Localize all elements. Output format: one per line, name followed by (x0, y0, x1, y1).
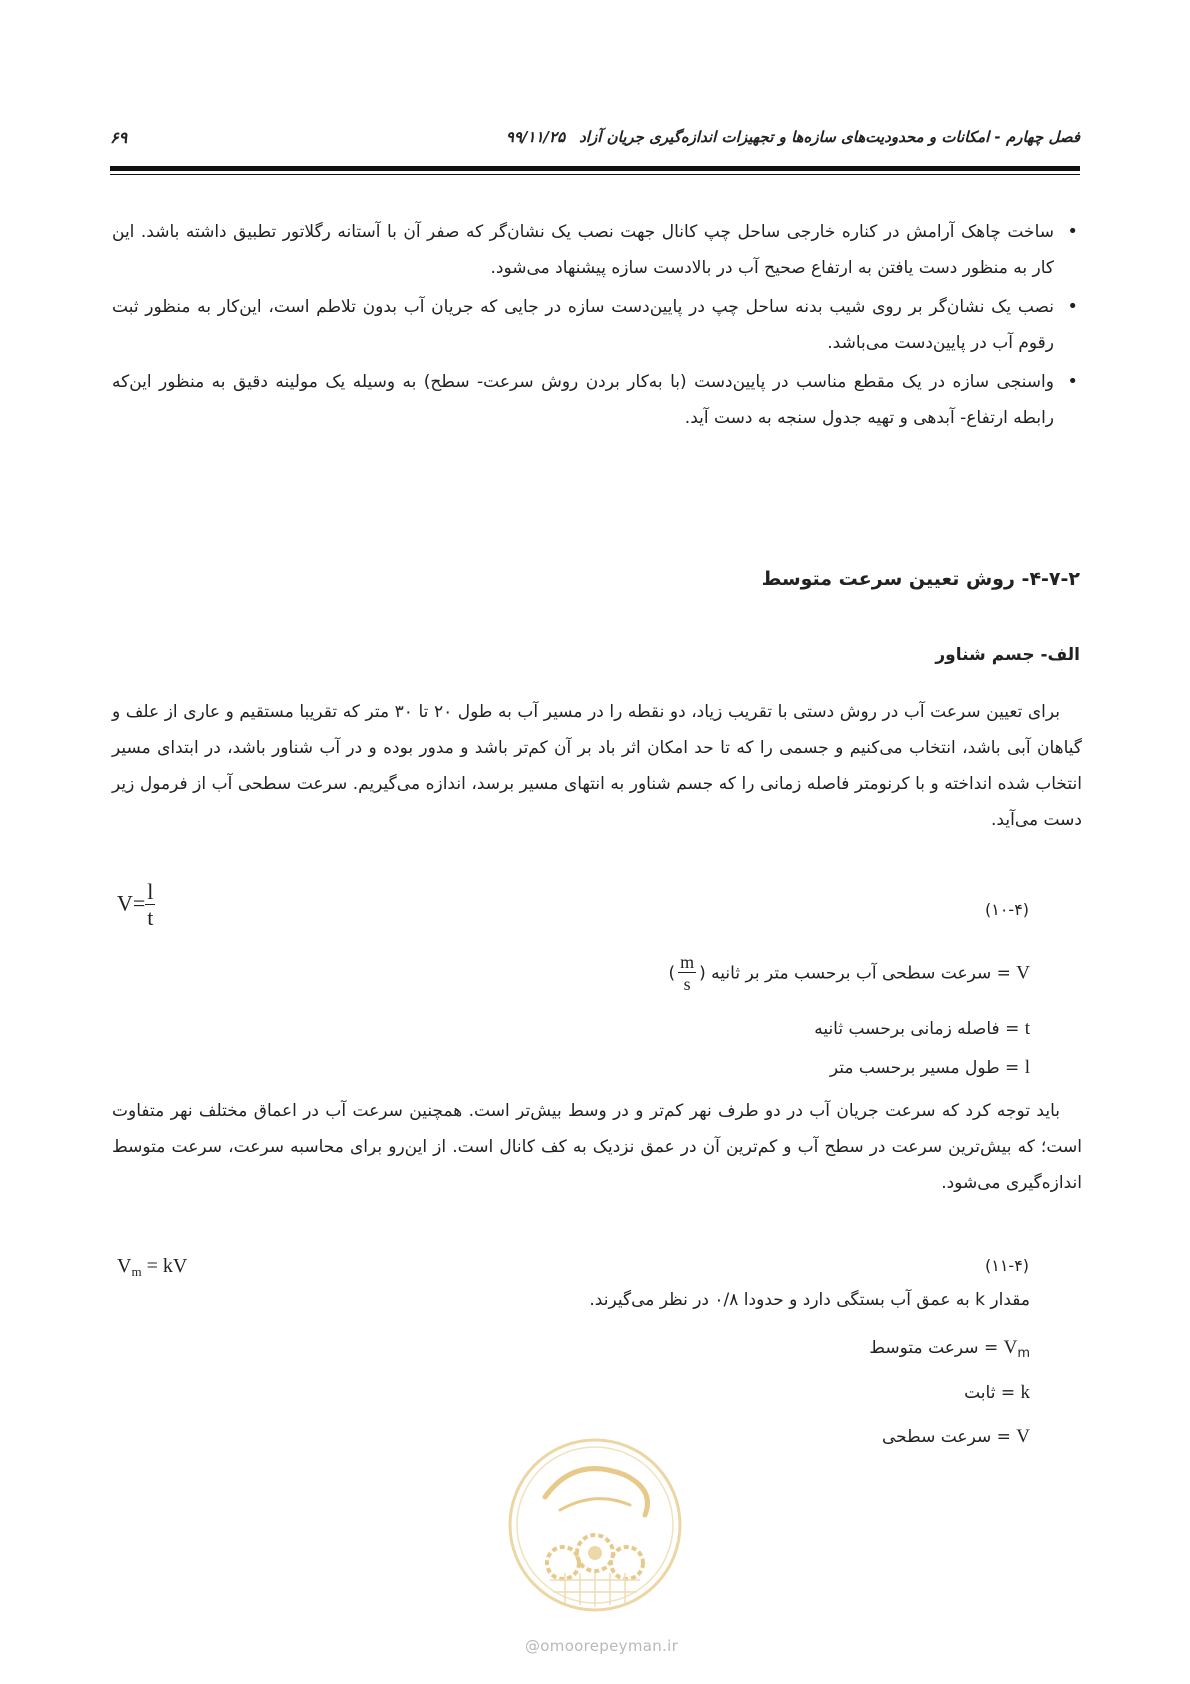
def-symbol: l (1024, 1057, 1030, 1078)
eq2-lhs: V (117, 1255, 132, 1277)
eq1-lhs: V= (117, 890, 146, 916)
header-rule-thick (110, 166, 1080, 171)
unit-fraction (678, 952, 696, 995)
watermark-url: @omoorepeyman.ir (525, 1637, 679, 1655)
chapter-title (506, 128, 1080, 146)
paragraph-float-method: برای تعیین سرعت آب در روش دستی با تقریب زیاد، دو نقطه را در مسیر آب به طول ۲۰ تا ۳۰ متر که تقریبا مستقیم و عاری از علف و گیاهان آبی باشد، انتخاب می‌کنیم و جسمی را که تا حد امکان اثر باد بر آن کم‌تر باشد و مدور بوده و در آب شناور باشد، در ابتدای مسیر انتخاب شده انداخته و با کرنومتر فاصله زمانی را که جسم شناور به انتهای مسیر برسد، اندازه می‌گیریم. سرعت سطحی آب از فرمول زیر دست می‌آید. (112, 702, 1082, 830)
eq2-lhs-subscript: m (131, 1264, 142, 1279)
unit-numerator: m (680, 952, 695, 972)
eq1-fraction (145, 880, 155, 931)
equation-number: (۱۰-۴) (985, 900, 1030, 919)
section-heading: ۴-۷-۲- روش تعیین سرعت متوسط (761, 568, 1080, 590)
k-coefficient-note: مقدار k به عمق آب بستگی دارد و حدودا ۰/۸ در نظر می‌گیرند. (589, 1290, 1030, 1310)
def-symbol: V (1016, 1426, 1030, 1447)
page-header (110, 128, 1080, 156)
unit-paren-open: ( (699, 963, 706, 984)
def-symbol: V (1016, 962, 1030, 984)
eq1-denominator: t (147, 905, 154, 930)
def-text: = فاصله زمانی برحسب ثانیه (814, 1019, 1020, 1039)
def-text: سرعت متوسط (869, 1338, 979, 1358)
definition-k (964, 1382, 1030, 1404)
def-text: ثابت (964, 1383, 996, 1403)
def-equals: = (996, 1427, 1011, 1447)
paragraph-mean-velocity: باید توجه کرد که سرعت جریان آب در دو طرف نهر کم‌تر و در وسط بیش‌تر است. همچنین سرعت آب در اعماق مختلف نهر متفاوت است؛ که بیش‌ترین سرعت در سطح آب و کم‌ترین آن در عمق نزدیک به کف کانال است. از این‌رو برای محاسبه سرعت، سرعت متوسط اندازه‌گیری می‌شود. (112, 1101, 1082, 1193)
list-item: • ساخت چاهک آرامش در کناره خارجی ساحل چپ کانال جهت نصب یک نشان‌گر که صفر آن با آستانه رگلاتور تطبیق داشته باشد. این کار به منظور دست یافتن به ارتفاع صحیح آب در بالادست سازه پیشنهاد می‌شود. (112, 214, 1082, 286)
def-symbol: k (1020, 1382, 1030, 1403)
watermark-logo (505, 1435, 685, 1615)
equation-mean-velocity (117, 1255, 187, 1280)
def-equals: = (1000, 1383, 1016, 1403)
definition-t (814, 1018, 1030, 1040)
header-date: ۹۹/۱۱/۲۵ (505, 128, 566, 146)
definition-v-surface (882, 1426, 1030, 1448)
list-item: • نصب یک نشان‌گر بر روی شیب بدنه ساحل چپ در پایین‌دست سازه در جایی که جریان آب بدون تلاطم است، این‌کار به منظور ثبت رقوم آب در پایین‌دست می‌باشد. (112, 289, 1082, 361)
def-text: = سرعت سطحی آب برحسب متر بر ثانیه (711, 963, 1011, 984)
definition-v (668, 952, 1030, 995)
header-rule-thin (110, 174, 1080, 175)
def-equals: = (983, 1338, 999, 1358)
def-text: سرعت سطحی (882, 1427, 992, 1447)
list-item: • واسنجی سازه در یک مقطع مناسب در پایین‌دست (با به‌کار بردن روش سرعت- سطح) به وسیله یک مولینه دقیق به منظور این‌که رابطه ارتفاع- آبدهی و تهیه جدول سنجه به دست آید. (112, 364, 1082, 436)
unit-paren-close: ) (668, 963, 676, 984)
unit-denominator: s (683, 974, 691, 994)
chapter-title-text: فصل چهارم - امکانات و محدودیت‌های سازه‌ها و تجهیزات اندازه‌گیری جریان آزاد (579, 128, 1080, 146)
equation-surface-velocity (117, 880, 155, 931)
eq2-rhs: = kV (141, 1255, 188, 1277)
definition-vm (869, 1337, 1030, 1361)
bullet-list (112, 214, 1082, 439)
subsection-heading: الف- جسم شناور (935, 645, 1080, 665)
definition-l (830, 1057, 1030, 1079)
eq1-numerator: l (147, 879, 154, 904)
page-number: ۶۹ (110, 128, 128, 147)
def-symbol: t (1024, 1018, 1030, 1039)
def-symbol: V (1003, 1337, 1018, 1358)
equation-number: (۱۱-۴) (985, 1256, 1030, 1275)
def-text: = طول مسیر برحسب متر (829, 1058, 1020, 1078)
def-subscript: m (1017, 1346, 1030, 1361)
